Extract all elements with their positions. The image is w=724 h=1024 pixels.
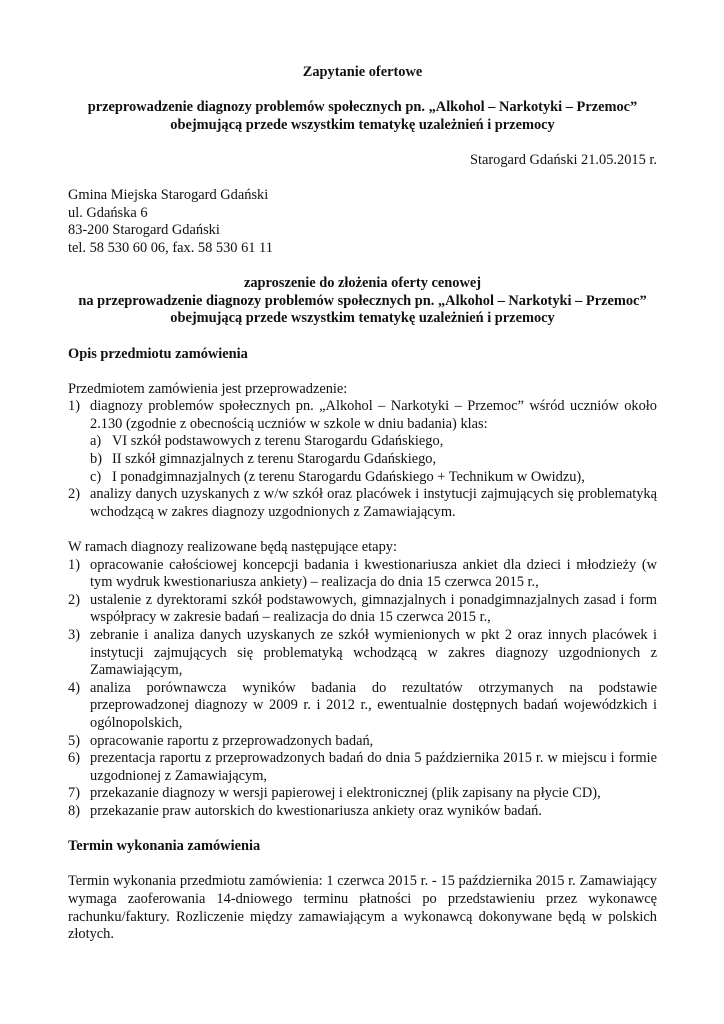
document-subtitle-line2: obejmującą przede wszystkim tematykę uzależnień i przemocy [170, 116, 555, 133]
invitation-line-1: zaproszenie do złożenia oferty cenowej [243, 275, 482, 292]
list-item-text: zebranie i analiza danych uzyskanych ze szkół wymienionych w pkt 2 oraz innych placówek i instytucji zajmujących się problematyką wchodzącą w zakres diagnozy uzgodnionych z Zamawiającym, [90, 627, 657, 679]
sub-list-letter: b) [90, 451, 102, 468]
list-item [68, 486, 657, 521]
list-item [68, 398, 657, 486]
list-item [68, 733, 657, 751]
sub-list-letter: a) [90, 433, 102, 450]
list-item-number: 8) [68, 802, 80, 819]
sub-list-item [90, 469, 657, 487]
sub-list-item [90, 433, 657, 451]
list-item-text: ustalenie z dyrektorami szkół podstawowych, gimnazjalnych i ponadgimnazjalnych zasad i form współpracy w zakresie badań – realizacja do dnia 15 czerwca 2015 r., [90, 591, 657, 626]
list-item-number: 1) [68, 398, 80, 415]
sub-list-item [90, 451, 657, 469]
section1-intro: Przedmiotem zamówienia jest przeprowadzenie: [68, 380, 348, 397]
sub-list [90, 433, 657, 486]
list-item-text: przekazanie diagnozy w wersji papierowej i elektronicznej (plik zapisany na płycie CD), [90, 785, 601, 802]
list-item-text: diagnozy problemów społecznych pn. „Alkohol – Narkotyki – Przemoc” wśród uczniów około 2.130 (zgodnie z obecnością uczniów w szkole w dniu badania) klas: [90, 398, 657, 432]
list-item-number: 2) [68, 591, 80, 608]
document-page [68, 64, 657, 944]
list-item [68, 680, 657, 733]
document-subtitle-line1: przeprowadzenie diagnozy problemów społecznych pn. „Alkohol – Narkotyki – Przemoc” [87, 99, 638, 116]
list-item-text: przekazanie praw autorskich do kwestionariusza ankiety oraz wyników badań. [90, 802, 542, 819]
list-item [68, 803, 657, 821]
section-heading-subject: Opis przedmiotu zamówienia [68, 345, 248, 362]
section2-intro: W ramach diagnozy realizowane będą następujące etapy: [68, 539, 397, 556]
list-item-number: 5) [68, 732, 80, 749]
list-item-number: 1) [68, 556, 80, 573]
place-date: Starogard Gdański 21.05.2015 r. [469, 151, 657, 168]
list-item-text: analizy danych uzyskanych z w/w szkół oraz placówek i instytucji zajmujących się problematyką wchodzącą w zakres diagnozy uzgodnionych z Zamawiającym. [90, 486, 657, 520]
list-item-text: analiza porównawcza wyników badania do rezultatów otrzymanych na podstawie przeprowadzonej diagnozy w 2009 r. i 2012 r., ewentualnie dostępnych badań wojewódzkich i ogólnopolskich, [90, 679, 657, 731]
list-item-number: 2) [68, 486, 80, 503]
list-item-text: opracowanie raportu z przeprowadzonych badań, [90, 732, 374, 749]
address-line-1: Gmina Miejska Starogard Gdański [68, 187, 269, 204]
list-item [68, 785, 657, 803]
invitation-line-3: obejmującą przede wszystkim tematykę uzależnień i przemocy [170, 310, 555, 327]
document-title: Zapytanie ofertowe [302, 64, 423, 80]
invitation-line-2: na przeprowadzenie diagnozy problemów społecznych pn. „Alkohol – Narkotyki – Przemoc” [78, 292, 647, 309]
list-item [68, 750, 657, 785]
sub-list-letter: c) [90, 468, 102, 485]
list-item-text: opracowanie całościowej koncepcji badania i kwestionariusza ankiet dla dzieci i młodzieży (w tym wydruk kwestionariusza ankiety) – realizacja do dnia 15 czerwca 2015 r., [90, 556, 657, 591]
sub-list-text: I ponadgimnazjalnych (z terenu Starogardu Gdańskiego + Technikum w Owidzu), [112, 468, 585, 485]
list-item-number: 7) [68, 785, 80, 802]
sub-list-text: VI szkół podstawowych z terenu Starogardu Gdańskiego, [112, 433, 444, 450]
list-item-number: 6) [68, 750, 80, 767]
subject-list [68, 398, 657, 521]
sub-list-text: II szkół gimnazjalnych z terenu Starogardu Gdańskiego, [112, 451, 437, 468]
list-item [68, 557, 657, 592]
address-line-3: 83-200 Starogard Gdański [68, 222, 220, 239]
list-item [68, 592, 657, 627]
list-item-number: 4) [68, 679, 80, 696]
address-line-4: tel. 58 530 60 06, fax. 58 530 61 11 [68, 239, 273, 256]
address-line-2: ul. Gdańska 6 [68, 204, 148, 221]
stages-list [68, 557, 657, 821]
section-heading-deadline: Termin wykonania zamówienia [68, 838, 261, 855]
list-item-number: 3) [68, 627, 80, 643]
list-item-text: prezentacja raportu z przeprowadzonych badań do dnia 5 października 2015 r. w miejscu i formie uzgodnionej z Zamawiającym, [90, 750, 657, 784]
deadline-paragraph: Termin wykonania przedmiotu zamówienia: 1 czerwca 2015 r. - 15 października 2015 r. Zamawiający wymaga zaoferowania 14-dniowego terminu płatności po przedstawieniu przez wykonawcę rachunku/faktury. Rozliczenie między zamawiającym a wykonawcą dokonywane będą w polskich złotych. [68, 873, 657, 943]
sender-address [68, 187, 657, 257]
list-item [68, 627, 657, 680]
